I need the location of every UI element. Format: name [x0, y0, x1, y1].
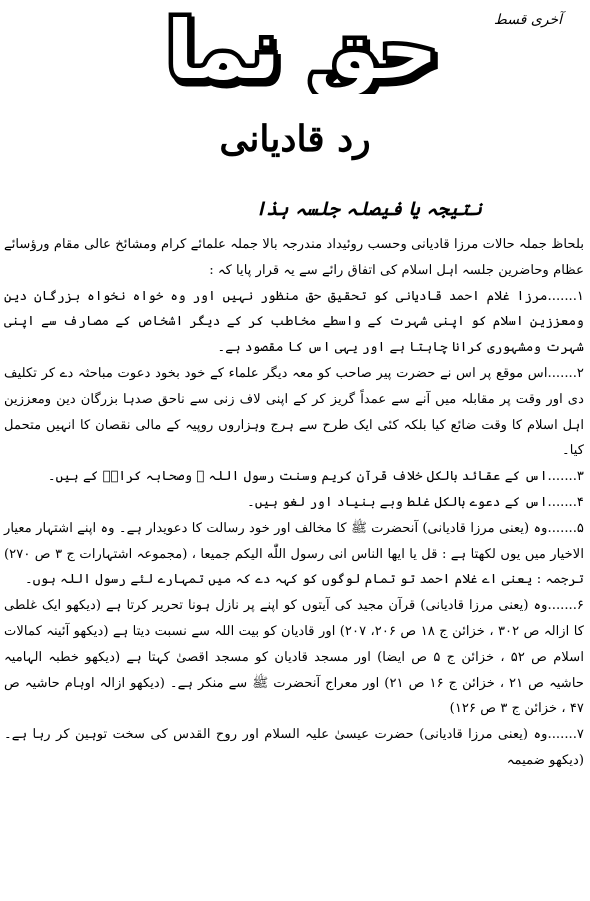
point-7: ۷.......وہ (یعنی مرزا قادیانی) حضرت عیسیٰ علیہ السلام اور روح القدس کی سخت توہین کر رہا ہے۔ (دیکھو ضمیمہ	[4, 727, 584, 768]
point-2: ۲.......اس موقع پر اس نے حضرت پیر صاحب کو معہ دیگر علماء کے خود بخود دعوت مباحثہ دے کر تکلیف دی اور وقت پر مقابلہ میں آنے سے عمداً گریز کر کے اپنی لاف زنی سے ناحق صدہا بزرگان دین ومعززین اہل اسلام کا وقت ضائع کیا بلکہ کئی ایک طرح سے ہرج وہزاروں روپیہ کے مالی نقصان کا انہیں متحمل کیا۔	[4, 365, 584, 459]
intro-paragraph: بلحاظ جملہ حالات مرزا قادیانی وحسب روئیداد مندرجہ بالا جملہ علمائے کرام ومشائخ عالی مقام ورؤسائے عظام وحاضرین جلسہ اہل اسلام کی اتفاق رائے سے یہ قرار پایا کہ :	[4, 237, 584, 278]
masthead-title: حق نما	[166, 6, 438, 94]
point-4: ۴.......اس کے دعوے بالکل غلط وبے بنیاد اور لغو ہیں۔	[247, 494, 584, 510]
page-subtitle: رد قادیانی	[219, 118, 371, 160]
section-title: نتیجہ یا فیصلہ جلسہ ہذا	[255, 198, 482, 220]
masthead-logo-art	[140, 6, 465, 94]
article-body	[4, 232, 584, 774]
installment-label: آخری قسط	[493, 12, 562, 28]
point-5: ۵.......وہ (یعنی مرزا قادیانی) آنحضرت ﷺ کا مخالف اور خود رسالت کا دعویدار ہے۔ وہ اپنے اشتہار معیار الاخیار میں یوں لکھتا ہے : قل یا ایها الناس انی رسول اللّٰه الیکم جمیعا ، (مجموعہ اشتہارات ج ۳ ص ۲۷۰) ترجمہ : یعنی اے غلام احمد تو تمام لوگوں کو کہہ دے کہ میں تمہارے لئے رسول اللہ ہوں۔	[4, 520, 584, 588]
masthead-logo	[140, 6, 465, 94]
point-3: ۳.......اس کے عقائد بالکل خلاف قرآن کریم وسنت رسول اللہ ﷺ وصحابہ کرامؓ کے ہیں۔	[47, 469, 584, 485]
point-6: ۶.......وہ (یعنی مرزا قادیانی) قرآن مجید کی آیتوں کو اپنے پر نازل ہونا تحریر کرتا ہے (دیکھو ایک غلطی کا ازالہ ص ۳۰۲ ، خزائن ج ۱۸ ص ۲۰۶، ۲۰۷) اور قادیان کو بیت اللہ سے نسبت دیتا ہے (دیکھو آئینہ کمالات اسلام ص ۵۲ ، خزائن ج ۵ ص ایضا) اور مسجد قادیان کو مسجد اقصیٰ کہتا ہے (دیکھو خطبہ الہامیہ حاشیہ ص ۲۱ ، خزائن ج ۱۶ ص ۲۱) اور معراج آنحضرت ﷺ سے منکر ہے۔ (دیکھو ازالہ اوہام حاشیہ ص ۴۷ ، خزائن ج ۳ ص ۱۲۶)	[4, 598, 585, 717]
point-1: ۱.......مرزا غلام احمد قادیانی کو تحقیق حق منظور نہیں اور وہ خواہ نخواہ بزرگان دین ومعززین اسلام کو اپنی شہرت کے واسطے مخاطب کر کے دیگر اشخاص کے مصارف سے اپنی شہرت ومشہوری کرانا چاہتا ہے اور یہی اس کا مقصود ہے۔	[4, 288, 584, 356]
